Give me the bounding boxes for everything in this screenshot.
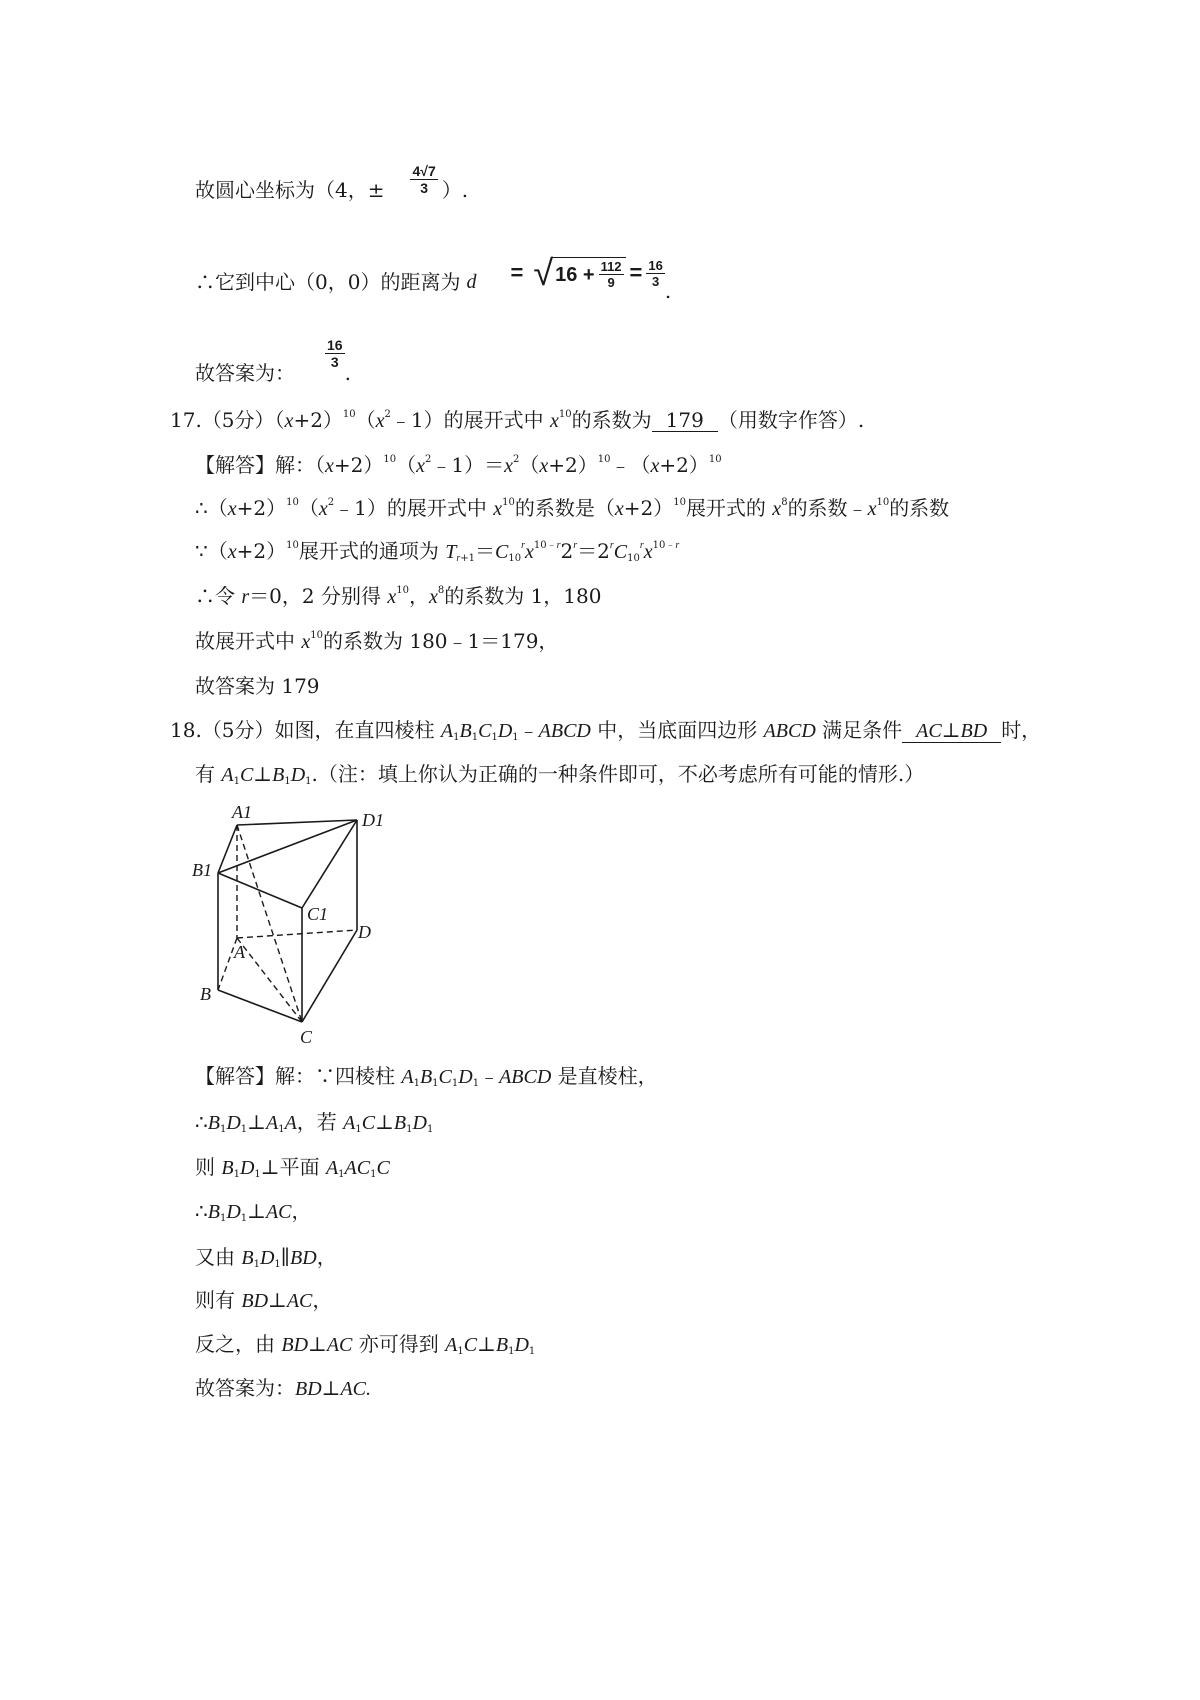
q18-solution-line-3: 则 $B_1D_1\perp$平面 $A_1AC_1C$ — [195, 1155, 390, 1180]
label-b: B — [200, 984, 211, 1004]
q18-question-line-2: 有 $A_1C\perp B_1D_1$.（注：填上你认为正确的一种条件即可，不必考虑所有可能的情形.） — [195, 762, 925, 787]
edge-a-d — [237, 930, 357, 938]
q17-solution-line-2: $\therefore(x+2)^{10}(x^2﹣1)$的展开式中 $x^{10}$的系数是$(x+2)^{10}$展开式的 $x^8$的系数$﹣x^{10}$的系数 — [195, 496, 950, 520]
label-d1: D1 — [362, 810, 384, 830]
edge-c-d — [302, 930, 357, 1022]
label-c1: C1 — [307, 904, 329, 924]
answer-line-16: 故答案为： $\frac{16}{3}$ . — [195, 336, 351, 385]
edge-a1-d1 — [237, 820, 357, 825]
q18-solution-line-5: 又由 $B_1D_1\parallel BD$， — [195, 1245, 337, 1270]
center-coordinates-line: 故圆心坐标为（4，± $\frac{4√7}{3}$ ）. — [195, 162, 469, 202]
edge-a1-b1 — [218, 825, 237, 873]
center-prefix: 故圆心坐标为（4，± — [195, 178, 385, 202]
edge-b1-c1 — [218, 873, 302, 908]
q17-solution-line-1: 【解答】解：$(x+2)^{10}(x^2﹣1)=x^2(x+2)^{10}﹣(x+2)^{10}$ — [195, 453, 722, 477]
q18-question-line-1: 18.（5分）如图，在直四棱柱 $A_1B_1C_1D_1﹣ABCD$ 中，当底面四边形 ABCD 满足条件 AC⊥BD 时， — [170, 718, 1042, 743]
label-c: C — [300, 1027, 313, 1047]
prism-figure — [190, 798, 390, 1048]
q17-final-answer: 故答案为 179 — [195, 674, 320, 698]
q17-answer-blank: 179 — [652, 410, 718, 432]
edge-c1-d1 — [302, 820, 357, 908]
distance-line: ∴它到中心（0，0）的距离为 d = √ 16 + $\frac{112}{9}$ = $\frac{16}{3}$ . — [195, 252, 672, 303]
q18-solution-line-7: 反之，由 BD⊥AC 亦可得到 $A_1C\perp B_1D_1$ — [195, 1332, 536, 1357]
label-d: D — [358, 922, 371, 942]
distance-prefix: ∴它到中心（0，0）的距离为 — [195, 270, 461, 294]
q18-answer-blank: AC⊥BD — [902, 721, 1001, 743]
diag-a1-c — [237, 825, 302, 1022]
q17-solution-line-4: ∴令 r＝0，2 分别得 $x^{10}$，$x^8$的系数为 1，180 — [195, 584, 602, 608]
answer-fraction: $\frac{16}{3}$ — [327, 336, 343, 370]
diag-b1-d1 — [218, 820, 357, 873]
label-b1: B1 — [192, 860, 212, 880]
q18-solution-line-4: $\therefore B_1D_1\perp AC$， — [195, 1199, 312, 1224]
label-a: A — [234, 942, 245, 962]
q18-solution-line-6: 则有 BD⊥AC， — [195, 1288, 333, 1312]
q18-solution-line-2: $\therefore B_1D_1\perp A_1A$，若 $A_1C\perp B_1D_1$ — [195, 1110, 434, 1135]
q17-question: 17.（5分）$(x+2)^{10}(x^2﹣1)$的展开式中 $x^{10}$的系数为 179 （用数字作答）. — [170, 408, 865, 432]
q17-solution-line-3: $\because(x+2)^{10}$展开式的通项为 $T_{r+1}=C_{10}^rx^{10﹣r}2^r=2^rC_{10}^rx^{10﹣r}$ — [195, 539, 680, 564]
label-a1: A1 — [232, 802, 252, 822]
center-fraction: $\frac{4√7}{3}$ — [412, 162, 436, 196]
q17-solution-line-5: 故展开式中 $x^{10}$的系数为 180﹣1＝179， — [195, 629, 559, 653]
distance-formula: = √ 16 + $\frac{112}{9}$ = $\frac{16}{3}$ — [510, 252, 663, 293]
q18-solution-line-1: 【解答】解：∵四棱柱 $A_1B_1C_1D_1﹣ABCD$ 是直棱柱， — [195, 1064, 658, 1089]
q18-final-answer: 故答案为：BD⊥AC. — [195, 1376, 372, 1400]
